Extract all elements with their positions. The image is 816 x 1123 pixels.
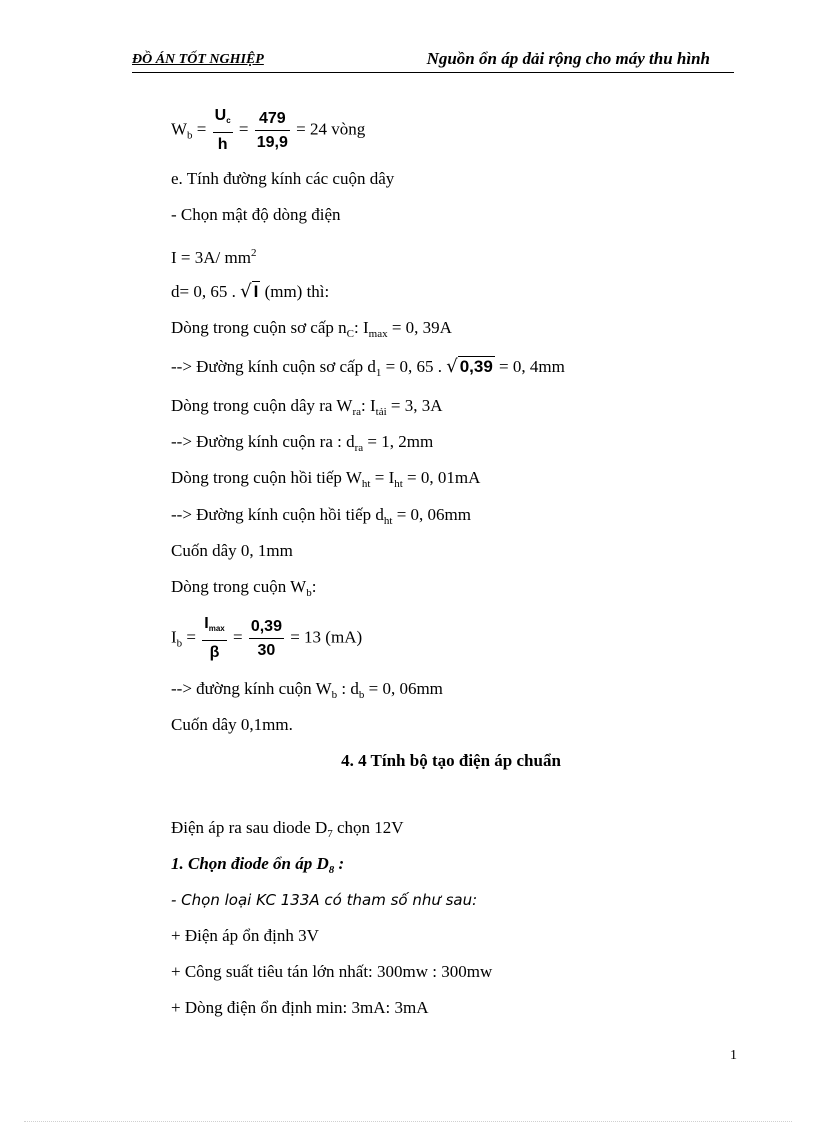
equation-ib: $I_b$ = $\frac{Imax}{\beta}$ = $\frac{0,39}{30}$ = 13 (mA): [171, 615, 363, 661]
header-left-title: ĐỒ ÁN TỐT NGHIỆP: [132, 52, 264, 67]
text-line: Cuốn dây 0,1mm.: [171, 715, 293, 734]
fraction-479-19-9: $\frac{479}{19,9}$: [256, 109, 288, 151]
text-line: Dòng trong cuộn $W_b$:: [171, 577, 317, 599]
text-line: Cuốn dây 0, 1mm: [171, 541, 293, 560]
text-line: e. Tính đường kính các cuộn dây: [171, 169, 395, 188]
text-line: Điện áp ra sau diode $D_7$ chọn 12V: [171, 818, 404, 840]
text-line: - Chọn mật độ dòng điện: [171, 205, 341, 224]
text-line: --> Đường kính cuộn ra : $d_{ra} = 1$, 2mm: [171, 432, 434, 454]
text-line: d= 0, 65 . √ I (mm) thì:: [171, 281, 330, 302]
fraction-uc-h: $\frac{Uc}{h}$: [214, 107, 231, 153]
page-header: [132, 48, 734, 73]
text-line: I = 3A/ $mm^2$: [171, 247, 257, 267]
text-line: + Điện áp ổn định 3V: [171, 926, 319, 945]
page-number: 1: [730, 1048, 737, 1063]
header-right-title: Nguồn ổn áp dải rộng cho máy thu hình: [426, 49, 710, 68]
fraction-039-30: $\frac{0,39}{30}$: [250, 617, 282, 659]
text-line: Dòng trong cuộn hồi tiếp $W_{ht} = I_{ht} = 0$, 01mA: [171, 468, 481, 490]
text-line: --> đường kính cuộn $W_b$ : $d_b = 0$, 06mm: [171, 679, 443, 701]
text-line: Dòng trong cuộn dây ra $W_{ra}$: $I_{tải} = 3$, 3A: [171, 396, 443, 418]
text-line: --> Đường kính cuộn sơ cấp $d_1 = 0$, 65 . √ 0,39 = 0, 4mm: [171, 356, 565, 379]
section-title: 4. 4 Tính bộ tạo điện áp chuẩn: [341, 751, 561, 770]
text-line: - Chọn loại KC 133A có tham số như sau:: [171, 891, 478, 909]
fraction-imax-beta: $\frac{Imax}{\beta}$: [204, 615, 225, 661]
text-line: + Công suất tiêu tán lớn nhất: 300mw : 300mw: [171, 962, 493, 981]
text-line: --> Đường kính cuộn hồi tiếp $d_{ht} = 0$, 06mm: [171, 505, 471, 527]
equation-wb: $W_b$ = $\frac{Uc}{h}$ = $\frac{479}{19,9}$ = 24 vòng: [171, 107, 366, 153]
text-line: + Dòng điện ổn định min: 3mA: 3mA: [171, 998, 429, 1017]
text-line: Dòng trong cuộn sơ cấp $n_C$: $I_{max} = 0$, 39A: [171, 318, 452, 340]
subsection-heading: 1. Chọn điode ổn áp $D_8$ :: [171, 854, 345, 876]
footer-divider: [24, 1121, 792, 1122]
